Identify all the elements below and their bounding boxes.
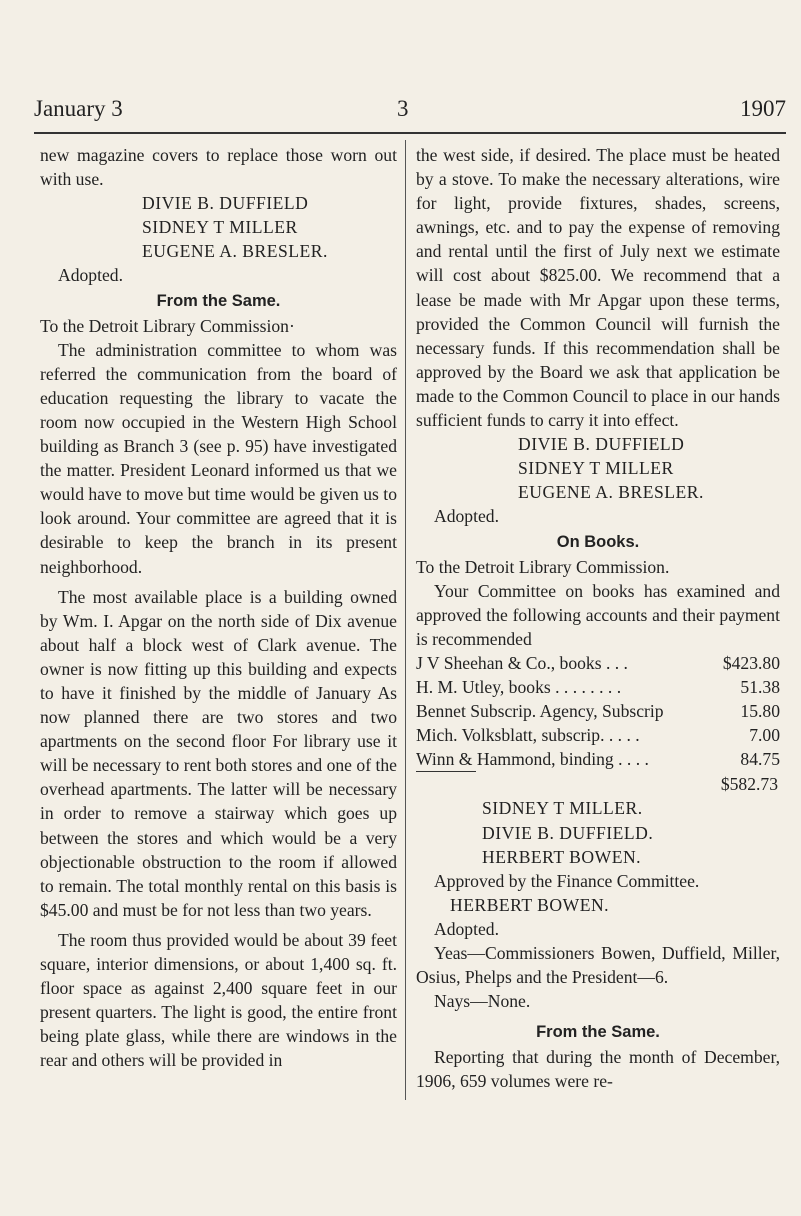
- approval-note: Approved by the Finance Committee.: [434, 870, 700, 891]
- account-row: [416, 675, 780, 699]
- account-name: H. M. Utley, books . . . . . . . .: [416, 676, 622, 697]
- section-heading: On Books.: [556, 532, 640, 551]
- account-amount: 51.38: [740, 676, 780, 697]
- signature: DIVIE B. DUFFIELD.: [482, 822, 654, 843]
- paragraph: The most available place is a building owned by Wm. I. Apgar on the north side of Dix avenue about half a block west of Clark avenue. The owner is now fitting up this building and expects to have it finished by the middle of January As now planned there are two stores and two apartments on the second floor For library use it will be necessary to rent both stores and one of the overhead apartments. The latter will be necessary in order to remove a stairway which goes up between the stores and which would be a very objectionable obstruction to the room if allowed to remain. The total monthly rental on this basis is $45.00 and must be for not less than two years.: [40, 586, 397, 920]
- adopted-note: Adopted.: [58, 265, 123, 286]
- header-rule: [34, 132, 786, 134]
- section-heading: From the Same.: [536, 1023, 660, 1042]
- account-amount: 7.00: [749, 725, 780, 746]
- account-name: Bennet Subscrip. Agency, Subscrip: [416, 701, 664, 722]
- section-heading: From the Same.: [156, 291, 281, 310]
- right-column: [416, 143, 780, 1093]
- page-header: [34, 96, 786, 132]
- account-amount: $423.80: [722, 652, 780, 673]
- paragraph: The administration committee to whom was referred the communication from the board of education requesting the library to vacate the room now occupied in the Western High School building as Branch 3 (see p. 95) have investigated the matter. President Leonard informed us that we would have to move but time would be given us to look around. Your committee are agreed that it is desirable to keep the branch in its present neighborhood.: [40, 339, 397, 577]
- header-date: January 3: [34, 96, 123, 121]
- page-number: 3: [397, 96, 409, 121]
- header-year: 1907: [740, 96, 786, 121]
- account-row: [416, 723, 780, 747]
- signature: DIVIE B. DUFFIELD: [518, 434, 685, 455]
- signature: SIDNEY T MILLER: [518, 458, 674, 479]
- paragraph: the west side, if desired. The place must be heated by a stove. To make the necessary alterations, wire for light, provide fixtures, shades, screens, awnings, etc. and to pay the expense of removing and rental until the first of July next we estimate will cost about $825.00. We recommend that a lease be made with Mr Apgar upon these terms, provided the Common Council will furnish the necessary funds. If this recommendation shall be approved by the Board we ask that application be made to the Common Council to place in our hands sufficient funds to carry it into effect.: [416, 145, 780, 431]
- paragraph: new magazine covers to replace those worn out with use.: [40, 145, 397, 190]
- account-amount: 15.80: [740, 701, 780, 722]
- signature: HERBERT BOWEN.: [450, 894, 610, 915]
- account-row: [416, 747, 780, 771]
- adopted-note: Adopted.: [434, 506, 499, 527]
- signature: SIDNEY T MILLER: [142, 217, 298, 238]
- adopted-note: Adopted.: [434, 918, 499, 939]
- signature: SIDNEY T MILLER.: [482, 798, 643, 819]
- account-total: $582.73: [720, 774, 778, 795]
- account-amount: 84.75: [740, 749, 780, 770]
- signature: HERBERT BOWEN.: [482, 846, 642, 867]
- vote-nays: Nays—None.: [434, 991, 531, 1012]
- account-name: Mich. Volksblatt, subscrip. . . . .: [416, 725, 640, 746]
- account-row: [416, 699, 780, 723]
- signature: EUGENE A. BRESLER.: [518, 482, 704, 503]
- paragraph: Your Committee on books has examined and approved the following accounts and their payment is recommended: [416, 580, 780, 649]
- signature: DIVIE B. DUFFIELD: [142, 193, 309, 214]
- account-row: [416, 651, 780, 675]
- account-name: J V Sheehan & Co., books . . .: [416, 652, 628, 673]
- account-name: Winn & Hammond, binding . . . .: [416, 749, 649, 770]
- paragraph: Reporting that during the month of December, 1906, 659 volumes were re-: [416, 1047, 780, 1092]
- signature: EUGENE A. BRESLER.: [142, 241, 328, 262]
- salutation: To the Detroit Library Commission·: [40, 315, 295, 336]
- column-divider: [405, 140, 406, 1100]
- left-column: [40, 143, 397, 1072]
- paragraph: The room thus provided would be about 39 feet square, interior dimensions, or about 1,400 sq. ft. floor space as against 2,400 square feet in our present quarters. The light is good, the entire front being plate glass, while there are windows in the rear and others will be provided in: [40, 929, 397, 1071]
- vote-yeas: Yeas—Commissioners Bowen, Duffield, Miller, Osius, Phelps and the President—6.: [416, 943, 780, 988]
- salutation: To the Detroit Library Commission.: [416, 556, 670, 577]
- accounts-list: [416, 651, 780, 797]
